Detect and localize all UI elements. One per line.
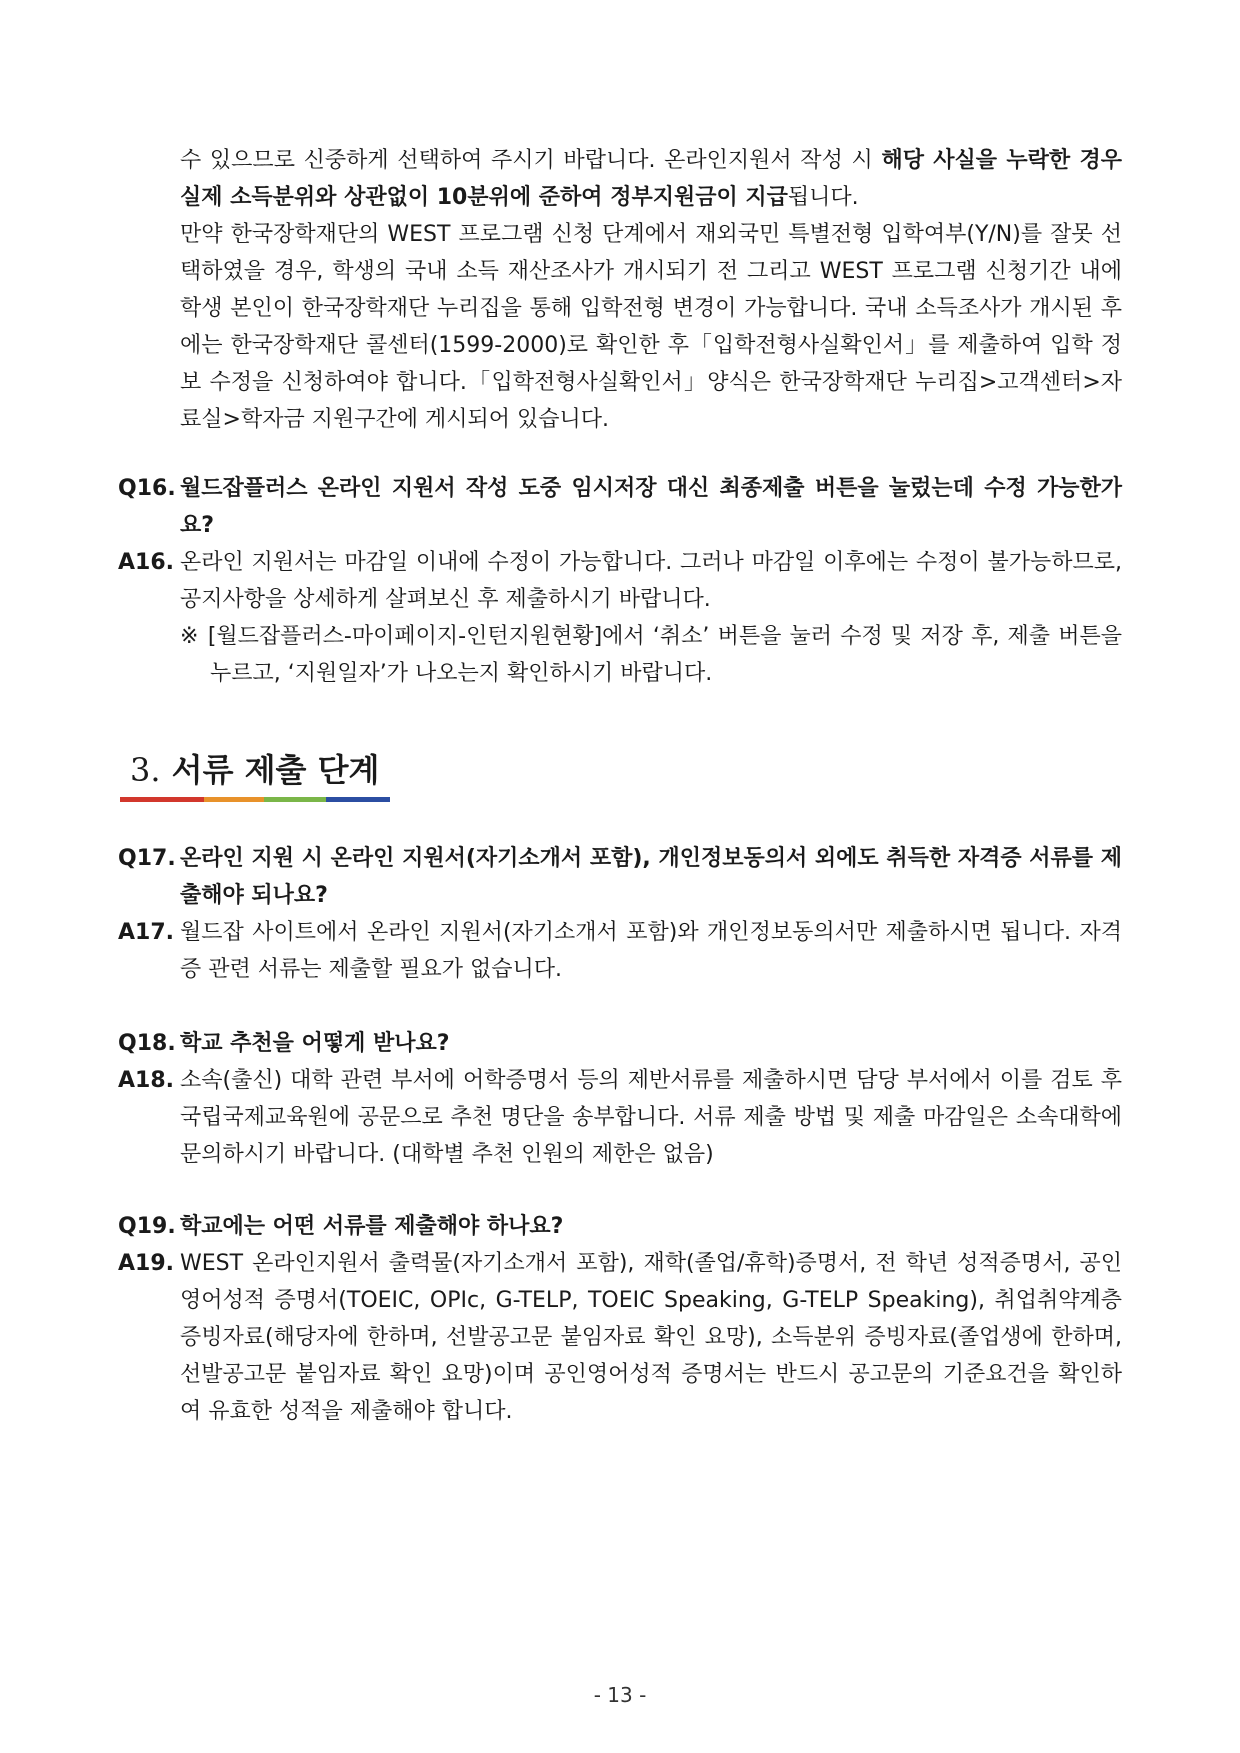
question-17 [118, 840, 1122, 914]
section-rule-blue [326, 797, 390, 802]
section-rule-orange [204, 797, 264, 802]
question-18 [118, 1025, 1122, 1062]
answer-text: WEST 온라인지원서 출력물(자기소개서 포함), 재학(졸업/휴학)증명서, 전 학년 성적증명서, 공인영어성적 증명서(TOEIC, OPIc, G-TELP, TOEIC Speaking, G-TELP Speaking), 취업취약계층 증빙자료(해당자에 한하며, 선발공고문 붙임자료 확인 요망), 소득분위 증빙자료(졸업생에 한하며, 선발공고문 붙임자료 확인 요망)이며 공인영어성적 증명서는 반드시 공고문의 기준요건을 확인하여 유효한 성적을 제출해야 합니다. [180, 1251, 1122, 1424]
answer-tag: A19. [118, 1251, 174, 1276]
intro-paragraph-1: 수 있으므로 신중하게 선택하여 주시기 바랍니다. 온라인지원서 작성 시 해당 사실을 누락한 경우 실제 소득분위와 상관없이 10분위에 준하여 정부지원금이 지급됩니다. [180, 148, 1122, 210]
section-title: 서류 제출 단계 [171, 751, 380, 789]
answer-16 [118, 544, 1122, 692]
answer-17 [118, 914, 1122, 988]
intro-paragraph-2: 만약 한국장학재단의 WEST 프로그램 신청 단계에서 재외국민 특별전형 입학여부(Y/N)를 잘못 선택하였을 경우, 학생의 국내 소득 재산조사가 개시되기 전 그리고 WEST 프로그램 신청기간 내에 학생 본인이 한국장학재단 누리집을 통해 입학전형 변경이 가능합니다. 국내 소득조사가 개시된 후에는 한국장학재단 콜센터(1599-2000)로 확인한 후「입학전형사실확인서」를 제출하여 입학 정보 수정을 신청하여야 합니다.「입학전형사실확인서」양식은 한국장학재단 누리집>고객센터>자료실>학자금 지원구간에 게시되어 있습니다. [180, 222, 1122, 432]
section-number: 3. [130, 751, 161, 789]
question-tag: Q17. [118, 846, 176, 871]
question-19 [118, 1208, 1122, 1245]
section-rule-red [120, 797, 204, 802]
section-heading [130, 748, 379, 792]
question-tag: Q16. [118, 476, 176, 501]
answer-tag: A16. [118, 550, 174, 575]
question-tag: Q18. [118, 1031, 176, 1056]
section-rule-green [264, 797, 326, 802]
question-text: 학교에는 어떤 서류를 제출해야 하나요? [180, 1214, 564, 1239]
question-text: 온라인 지원 시 온라인 지원서(자기소개서 포함), 개인정보동의서 외에도 취득한 자격증 서류를 제출해야 되나요? [180, 846, 1122, 908]
answer-18 [118, 1062, 1122, 1173]
answer-19 [118, 1245, 1122, 1430]
intro-bold-notice: 해당 사실을 누락한 경우 실제 소득분위와 상관없이 10분위에 준하여 정부지원금이 지급 [180, 148, 1122, 210]
answer-text: 월드잡 사이트에서 온라인 지원서(자기소개서 포함)와 개인정보동의서만 제출하시면 됩니다. 자격증 관련 서류는 제출할 필요가 없습니다. [180, 920, 1122, 982]
question-text: 월드잡플러스 온라인 지원서 작성 도중 임시저장 대신 최종제출 버튼을 눌렀는데 수정 가능한가요? [180, 476, 1122, 538]
answer-note: ※ [월드잡플러스-마이페이지-인턴지원현황]에서 ‘취소’ 버튼을 눌러 수정 및 저장 후, 제출 버튼을 누르고, ‘지원일자’가 나오는지 확인하시기 바랍니다. [180, 624, 1122, 686]
question-16 [118, 470, 1122, 544]
question-text: 학교 추천을 어떻게 받나요? [180, 1031, 450, 1056]
page-number: - 13 - [593, 1683, 647, 1707]
answer-tag: A17. [118, 920, 174, 945]
answer-text: 소속(출신) 대학 관련 부서에 어학증명서 등의 제반서류를 제출하시면 담당 부서에서 이를 검토 후 국립국제교육원에 공문으로 추천 명단을 송부합니다. 서류 제출 방법 및 제출 마감일은 소속대학에 문의하시기 바랍니다. (대학별 추천 인원의 제한은 없음) [180, 1068, 1122, 1167]
answer-text: 온라인 지원서는 마감일 이내에 수정이 가능합니다. 그러나 마감일 이후에는 수정이 불가능하므로, 공지사항을 상세하게 살펴보신 후 제출하시기 바랍니다. [180, 550, 1122, 612]
answer-tag: A18. [118, 1068, 174, 1093]
question-tag: Q19. [118, 1214, 176, 1239]
